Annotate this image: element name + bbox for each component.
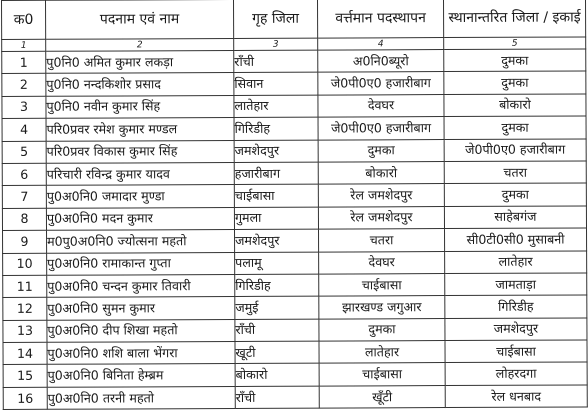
transferred-district-cell: जामताड़ा — [445, 273, 587, 296]
designation-name-cell: पु0अ0नि0 जमादार मुण्डा — [46, 185, 234, 208]
table-row — [3, 362, 587, 387]
home-district-cell: राँची — [235, 386, 319, 409]
home-district-cell: जमशेदपुर — [235, 229, 319, 252]
table-row — [2, 94, 586, 119]
serial-number-cell: 10 — [3, 253, 47, 276]
designation-name-cell: पु0अ0नि0 रामाकान्त गुप्ता — [47, 252, 235, 275]
transferred-district-cell: सी0टी0सी0 मुसाबनी — [445, 228, 587, 251]
serial-number-cell: 16 — [3, 387, 47, 410]
serial-number-cell: 12 — [3, 298, 47, 321]
current-posting-cell: चाईबासा — [319, 273, 445, 296]
transferred-district-cell: चतरा — [444, 161, 586, 184]
table-row — [2, 139, 586, 164]
table-row — [3, 295, 587, 320]
home-district-cell: सिवान — [234, 73, 318, 96]
serial-number-cell: 11 — [3, 275, 47, 298]
home-district-cell: राँची — [235, 319, 319, 342]
home-district-cell: लातेहार — [234, 95, 318, 118]
column-number: 4 — [318, 38, 444, 51]
current-posting-cell: जे0पी0ए0 हजारीबाग — [318, 117, 444, 140]
home-district-cell: हजारीबाग — [234, 162, 318, 185]
designation-name-cell: परि0प्रवर विकास कुमार सिंह — [46, 140, 234, 163]
table-row — [3, 273, 587, 298]
designation-name-cell: पु0अ0नि0 तरनी महतो — [47, 386, 235, 409]
designation-name-cell: पु0अ0नि0 शशि बाला भेंगरा — [47, 342, 235, 365]
serial-number-cell: 6 — [2, 163, 46, 186]
designation-name-cell: पु0अ0नि0 चन्दन कुमार तिवारी — [47, 274, 235, 297]
current-posting-cell: चाईबासा — [319, 363, 445, 386]
designation-name-cell: परि0प्रवर रमेश कुमार मण्डल — [46, 118, 234, 141]
transferred-district-cell: दुमका — [444, 49, 586, 72]
designation-name-cell: पु0अ0नि0 सुमन कुमार — [47, 297, 235, 320]
serial-number-cell: 3 — [2, 96, 46, 119]
transferred-district-cell: रेल धनबाद — [445, 385, 587, 408]
transferred-district-cell: लातेहार — [445, 250, 587, 273]
designation-name-cell: पु0अ0नि0 मदन कुमार — [46, 207, 234, 230]
header-home-district: गृह जिला — [233, 0, 317, 38]
current-posting-cell: चतरा — [319, 229, 445, 252]
designation-name-cell: पु0नि0 नवीन कुमार सिंह — [46, 95, 234, 118]
home-district-cell: चाईबासा — [234, 184, 318, 207]
table-row — [2, 206, 586, 231]
table-row — [3, 385, 587, 410]
serial-number-cell: 1 — [2, 51, 46, 74]
current-posting-cell: देवघर — [318, 94, 444, 117]
home-district-cell: पलामू — [235, 252, 319, 275]
home-district-cell: जमुई — [235, 296, 319, 319]
header-serial-number: क0 — [2, 0, 46, 39]
table-row — [2, 161, 586, 186]
header-designation-name: पदनाम एवं नाम — [46, 0, 234, 39]
table-row — [2, 49, 586, 74]
table-row — [2, 183, 586, 208]
current-posting-cell: रेल जमशेदपुर — [318, 206, 444, 229]
table-row — [3, 340, 587, 365]
header-row — [2, 0, 586, 39]
table-row — [3, 228, 587, 253]
home-district-cell: गिरिडीह — [235, 274, 319, 297]
serial-number-cell: 15 — [3, 365, 47, 388]
serial-number-cell: 4 — [2, 118, 46, 141]
serial-number-cell: 8 — [2, 208, 46, 231]
transferred-district-cell: दुमका — [444, 71, 586, 94]
transferred-district-cell: लोहरदगा — [445, 362, 587, 385]
header-current-posting: वर्त्तमान पदस्थापन — [317, 0, 443, 38]
column-number: 3 — [234, 38, 318, 50]
home-district-cell: राँची — [234, 50, 318, 73]
current-posting-cell: झारखण्ड जगुआर — [319, 296, 445, 319]
designation-name-cell: पु0अ0नि0 बिनिता हेम्ब्रम — [47, 364, 235, 387]
column-number: 1 — [2, 39, 46, 51]
table-row — [3, 250, 587, 275]
current-posting-cell: देवघर — [319, 251, 445, 274]
column-number: 2 — [46, 38, 234, 51]
current-posting-cell: खूँटी — [319, 385, 445, 408]
header-transferred-district: स्थानान्तरित जिला / इकाई — [443, 0, 585, 38]
serial-number-cell: 5 — [2, 141, 46, 164]
home-district-cell: गिरिडीह — [234, 117, 318, 140]
transferred-district-cell: गिरिडीह — [445, 295, 587, 318]
current-posting-cell: बोकारो — [318, 162, 444, 185]
serial-number-cell: 9 — [3, 230, 47, 253]
transferred-district-cell: बोकारो — [444, 94, 586, 117]
transfer-table — [1, 0, 588, 410]
transferred-district-cell: जे0पी0ए0 हजारीबाग — [444, 139, 586, 162]
table-row — [3, 318, 587, 343]
table-row — [2, 116, 586, 141]
transferred-district-cell: दुमका — [444, 116, 586, 139]
transferred-district-cell: दुमका — [444, 183, 586, 206]
table-body — [2, 37, 588, 410]
home-district-cell: जमशेदपुर — [234, 140, 318, 163]
home-district-cell: गुमला — [234, 207, 318, 230]
current-posting-cell: रेल जमशेदपुर — [318, 184, 444, 207]
current-posting-cell: दुमका — [318, 139, 444, 162]
designation-name-cell: परिचारी रविन्द्र कुमार यादव — [46, 162, 234, 185]
transferred-district-cell: जमशेदपुर — [445, 318, 587, 341]
table-row — [2, 71, 586, 96]
serial-number-cell: 7 — [2, 186, 46, 209]
current-posting-cell: जे0पी0ए0 हजारीबाग — [318, 72, 444, 95]
current-posting-cell: अ0नि0ब्यूरो — [318, 50, 444, 73]
transferred-district-cell: चाईबासा — [445, 340, 587, 363]
designation-name-cell: पु0नि0 अमित कुमार लकड़ा — [46, 50, 234, 73]
home-district-cell: खूटी — [235, 341, 319, 364]
designation-name-cell: पु0नि0 नन्दकिशोर प्रसाद — [46, 73, 234, 96]
serial-number-cell: 14 — [3, 342, 47, 365]
current-posting-cell: दुमका — [319, 318, 445, 341]
serial-number-cell: 13 — [3, 320, 47, 343]
current-posting-cell: लातेहार — [319, 341, 445, 364]
transferred-district-cell: साहेबगंज — [444, 206, 586, 229]
column-number: 5 — [444, 37, 586, 50]
serial-number-cell: 2 — [2, 74, 46, 97]
designation-name-cell: म0पु0अ0नि0 ज्योत्सना महतो — [47, 230, 235, 253]
home-district-cell: बोकारो — [235, 364, 319, 387]
designation-name-cell: पु0अ0नि0 दीप शिखा महतो — [47, 319, 235, 342]
